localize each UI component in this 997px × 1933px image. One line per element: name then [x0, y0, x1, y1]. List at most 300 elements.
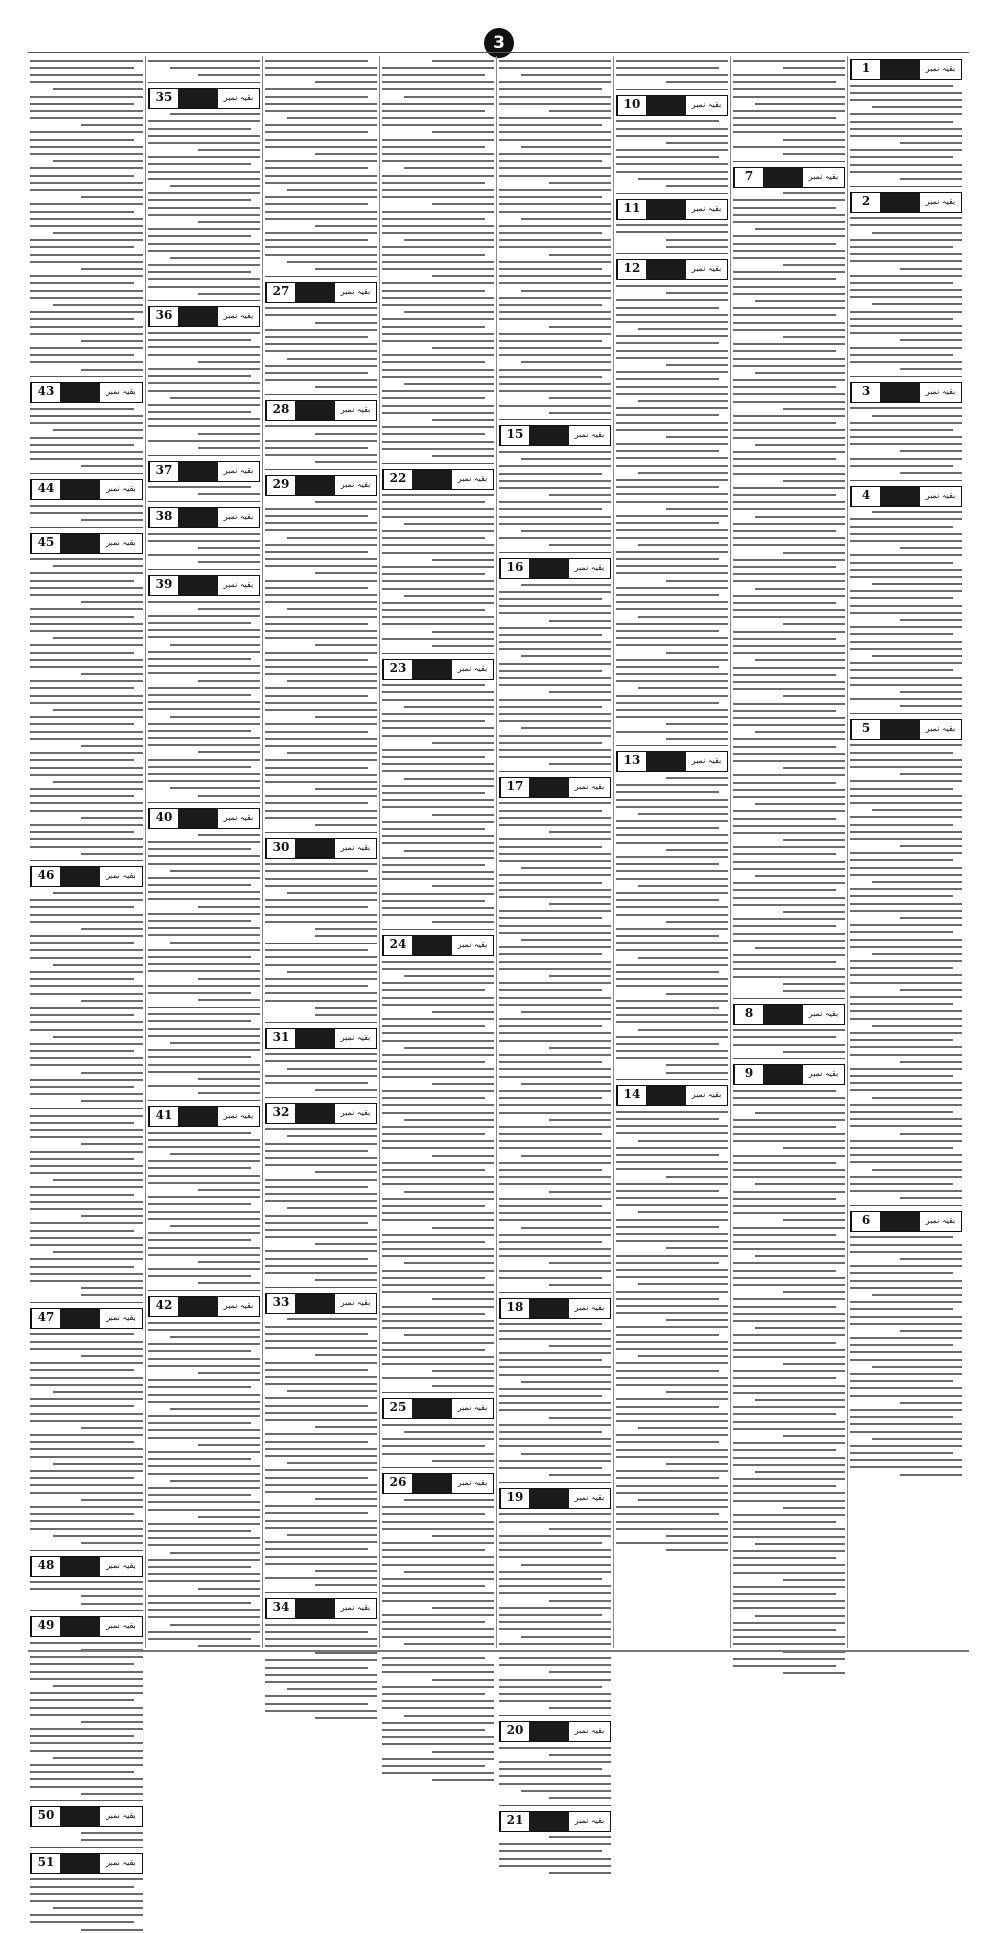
article-block	[30, 1804, 143, 1843]
text-line	[616, 949, 728, 951]
text-line	[850, 744, 962, 746]
text-line	[783, 480, 845, 482]
text-line	[432, 1155, 494, 1157]
article-text	[148, 598, 260, 799]
text-line	[148, 1071, 260, 1073]
text-line	[638, 328, 728, 330]
text-line	[170, 1480, 260, 1482]
block-separator	[616, 89, 728, 90]
text-line	[30, 702, 143, 704]
text-line	[733, 329, 845, 331]
text-line	[616, 666, 719, 668]
text-line	[499, 1578, 602, 1580]
article-text	[30, 1639, 143, 1797]
article-block	[616, 749, 728, 1076]
text-line	[616, 171, 728, 173]
text-line	[148, 375, 251, 377]
text-line	[499, 612, 611, 614]
text-line	[265, 709, 377, 711]
text-line	[382, 1112, 494, 1114]
text-line	[30, 139, 134, 141]
continuation-label: بقیہ نمبر	[335, 1599, 376, 1618]
text-line	[287, 1534, 377, 1536]
text-line	[53, 892, 143, 894]
text-line	[382, 749, 494, 751]
text-line	[382, 835, 494, 837]
text-line	[148, 601, 260, 603]
text-line	[850, 1373, 962, 1375]
text-line	[850, 590, 962, 592]
text-line	[733, 487, 845, 489]
article-text	[382, 57, 494, 460]
text-line	[382, 713, 494, 715]
text-line	[265, 870, 368, 872]
text-line	[198, 547, 260, 549]
text-line	[30, 680, 143, 682]
article-block	[148, 304, 260, 451]
text-line	[549, 903, 611, 905]
text-line	[30, 1151, 143, 1153]
text-line	[315, 1354, 377, 1356]
continuation-label: بقیہ نمبر	[218, 307, 259, 326]
text-line	[30, 311, 143, 313]
text-line	[170, 787, 260, 789]
text-line	[872, 415, 962, 417]
text-line	[666, 1535, 728, 1537]
text-line	[315, 824, 377, 826]
text-line	[148, 898, 260, 900]
text-line	[265, 1541, 377, 1543]
text-line	[265, 160, 377, 162]
text-line	[521, 361, 611, 363]
text-line	[382, 1765, 485, 1767]
text-line	[521, 458, 611, 460]
text-line	[616, 1398, 728, 1400]
text-line	[30, 211, 134, 213]
text-line	[287, 971, 377, 973]
badge-dark-bar	[178, 576, 218, 595]
text-line	[30, 1057, 143, 1059]
text-line	[315, 1584, 377, 1586]
text-line	[382, 1097, 485, 1099]
article-block	[265, 836, 377, 940]
text-line	[499, 1004, 611, 1006]
text-line	[733, 235, 845, 237]
article-text	[850, 215, 962, 373]
text-line	[265, 956, 377, 958]
text-line	[499, 1198, 611, 1200]
text-line	[148, 1175, 260, 1177]
text-line	[265, 67, 377, 69]
text-line	[265, 1469, 377, 1471]
text-line	[382, 1277, 485, 1279]
text-line	[733, 933, 845, 935]
text-line	[30, 1043, 143, 1045]
text-line	[733, 796, 845, 798]
article-text	[616, 774, 728, 1076]
text-line	[81, 1215, 143, 1217]
text-line	[287, 1068, 377, 1070]
text-line	[499, 1032, 611, 1034]
text-line	[850, 648, 962, 650]
text-line	[499, 1431, 602, 1433]
text-line	[616, 827, 719, 829]
text-line	[315, 1426, 377, 1428]
text-line	[148, 1239, 251, 1241]
text-line	[850, 347, 962, 349]
text-line	[148, 278, 260, 280]
text-line	[148, 992, 251, 994]
text-line	[81, 369, 143, 371]
text-line	[382, 1614, 494, 1616]
continuation-number: 6	[851, 1212, 880, 1231]
text-line	[616, 572, 728, 574]
text-line	[382, 412, 494, 414]
text-line	[872, 106, 962, 108]
text-line	[382, 878, 494, 880]
text-line	[265, 687, 377, 689]
text-line	[755, 947, 845, 949]
text-line	[148, 863, 260, 865]
text-line	[170, 1153, 260, 1155]
text-line	[616, 680, 728, 682]
continuation-label: بقیہ نمبر	[920, 1212, 961, 1231]
text-line	[616, 67, 719, 69]
text-line	[81, 1287, 143, 1289]
text-line	[616, 1305, 728, 1307]
continuation-badge	[265, 1028, 377, 1049]
badge-dark-bar	[646, 752, 686, 771]
text-line	[265, 124, 377, 126]
text-line	[382, 1578, 494, 1580]
text-line	[404, 523, 494, 525]
text-line	[30, 1079, 143, 1081]
badge-dark-bar	[880, 720, 920, 739]
text-line	[382, 1636, 494, 1638]
text-line	[900, 917, 962, 919]
text-line	[148, 1530, 251, 1532]
text-line	[81, 673, 143, 675]
badge-dark-bar	[763, 168, 803, 187]
article-text	[850, 82, 962, 183]
text-line	[382, 1104, 494, 1106]
text-line	[265, 985, 368, 987]
text-line	[783, 767, 845, 769]
text-line	[872, 232, 962, 234]
text-line	[404, 1262, 494, 1264]
text-line	[148, 730, 251, 732]
text-line	[850, 1459, 962, 1461]
text-line	[382, 1040, 494, 1042]
text-line	[733, 74, 845, 76]
text-line	[265, 964, 377, 966]
text-line	[850, 1323, 962, 1325]
text-line	[30, 774, 143, 776]
text-line	[287, 1390, 377, 1392]
text-line	[265, 1200, 377, 1202]
article-text	[265, 947, 377, 1019]
badge-dark-bar	[295, 1599, 335, 1618]
text-line	[382, 968, 494, 970]
continuation-label: بقیہ نمبر	[569, 778, 610, 797]
continuation-badge	[850, 59, 962, 80]
text-line	[499, 598, 602, 600]
text-line	[783, 192, 845, 194]
block-separator	[30, 1108, 143, 1109]
text-line	[616, 1441, 719, 1443]
text-line	[265, 1548, 368, 1550]
text-line	[666, 1549, 728, 1551]
badge-dark-bar	[295, 1104, 335, 1123]
text-line	[850, 1301, 962, 1303]
block-separator	[265, 394, 377, 395]
text-line	[53, 232, 143, 234]
text-line	[382, 623, 494, 625]
article-text	[148, 484, 260, 498]
text-line	[265, 1053, 377, 1055]
text-line	[783, 1219, 845, 1221]
text-line	[733, 1636, 845, 1638]
text-line	[382, 1700, 494, 1702]
article-text	[265, 305, 377, 391]
text-line	[30, 354, 134, 356]
text-line	[616, 1147, 728, 1149]
text-line	[733, 458, 836, 460]
article-text	[616, 57, 728, 86]
text-line	[549, 110, 611, 112]
text-line	[499, 1323, 602, 1325]
block-separator	[148, 82, 260, 83]
text-line	[733, 393, 845, 395]
text-line	[666, 239, 728, 241]
text-line	[616, 1014, 728, 1016]
text-line	[549, 1417, 611, 1419]
text-line	[382, 1693, 485, 1695]
continuation-badge	[616, 751, 728, 772]
continuation-badge	[265, 838, 377, 859]
continuation-badge	[265, 1598, 377, 1619]
text-line	[265, 1193, 377, 1195]
text-line	[733, 350, 836, 352]
text-line	[148, 390, 260, 392]
text-line	[265, 1383, 377, 1385]
text-line	[382, 1438, 494, 1440]
block-separator	[616, 745, 728, 746]
article-block	[148, 1104, 260, 1287]
text-line	[499, 196, 602, 198]
text-line	[265, 781, 377, 783]
text-line	[872, 1097, 962, 1099]
text-line	[616, 1118, 719, 1120]
continuation-label: بقیہ نمبر	[335, 476, 376, 495]
text-line	[850, 135, 962, 137]
text-line	[499, 889, 611, 891]
text-line	[850, 282, 953, 284]
text-line	[499, 1176, 611, 1178]
text-line	[733, 889, 836, 891]
text-line	[900, 368, 962, 370]
continuation-label: بقیہ نمبر	[218, 1107, 259, 1126]
text-line	[733, 343, 845, 345]
continuation-label: بقیہ نمبر	[686, 260, 727, 279]
text-line	[30, 1671, 143, 1673]
text-line	[638, 957, 728, 959]
text-line	[148, 1595, 260, 1597]
text-line	[30, 1470, 143, 1472]
text-line	[499, 1693, 611, 1695]
text-line	[81, 1072, 143, 1074]
text-line	[81, 817, 143, 819]
text-line	[382, 426, 494, 428]
text-line	[549, 1872, 611, 1874]
text-line	[265, 372, 368, 374]
text-line	[638, 1211, 728, 1213]
text-line	[30, 1663, 134, 1665]
text-line	[382, 1176, 494, 1178]
text-line	[382, 1445, 485, 1447]
text-line	[30, 587, 143, 589]
text-line	[900, 845, 962, 847]
text-line	[30, 899, 143, 901]
text-line	[30, 1064, 143, 1066]
text-line	[53, 1463, 143, 1465]
continuation-label: بقیہ نمبر	[100, 1807, 142, 1826]
text-line	[382, 1628, 494, 1630]
text-line	[733, 60, 845, 62]
text-line	[850, 85, 953, 87]
text-line	[616, 515, 728, 517]
continuation-badge	[850, 192, 962, 213]
continuation-number: 33	[266, 1294, 295, 1313]
text-line	[432, 1607, 494, 1609]
text-line	[733, 652, 845, 654]
text-line	[499, 1467, 602, 1469]
text-line	[382, 1270, 494, 1272]
text-line	[850, 1089, 962, 1091]
continuation-badge	[30, 533, 143, 554]
text-line	[499, 699, 611, 701]
text-line	[499, 1858, 611, 1860]
text-line	[499, 1438, 611, 1440]
text-line	[287, 117, 377, 119]
text-line	[265, 440, 377, 442]
text-line	[382, 1664, 494, 1666]
text-line	[198, 751, 260, 753]
text-line	[900, 339, 962, 341]
text-line	[382, 1313, 485, 1315]
text-line	[850, 788, 953, 790]
text-line	[432, 275, 494, 277]
text-line	[30, 1237, 143, 1239]
text-line	[638, 1427, 728, 1429]
text-line	[148, 440, 260, 442]
text-line	[170, 257, 260, 259]
text-line	[382, 756, 485, 758]
text-line	[616, 1204, 728, 1206]
text-line	[616, 899, 719, 901]
continuation-badge	[382, 469, 494, 490]
article-block	[733, 1002, 845, 1056]
text-line	[616, 709, 728, 711]
text-line	[382, 1542, 494, 1544]
text-line	[382, 282, 494, 284]
text-line	[432, 885, 494, 887]
text-line	[265, 1179, 377, 1181]
article-block	[30, 1614, 143, 1797]
text-line	[638, 544, 728, 546]
text-line	[198, 1588, 260, 1590]
text-line	[850, 838, 962, 840]
text-line	[265, 307, 377, 309]
text-line	[499, 1775, 611, 1777]
text-line	[30, 1348, 143, 1350]
text-line	[733, 674, 836, 676]
article-block	[148, 459, 260, 498]
text-line	[148, 1365, 260, 1367]
text-line	[148, 766, 251, 768]
text-line	[549, 975, 611, 977]
text-line	[148, 1211, 260, 1213]
text-line	[382, 1729, 485, 1731]
text-line	[315, 433, 377, 435]
text-line	[616, 1434, 728, 1436]
text-line	[616, 1057, 728, 1059]
page-number: 3	[484, 28, 514, 58]
block-separator	[850, 376, 962, 377]
text-line	[30, 558, 143, 560]
text-line	[850, 1046, 962, 1048]
text-line	[30, 695, 143, 697]
text-line	[499, 591, 611, 593]
text-line	[81, 601, 143, 603]
badge-dark-bar	[529, 1812, 569, 1831]
text-line	[850, 569, 962, 571]
text-line	[521, 584, 611, 586]
text-line	[198, 1189, 260, 1191]
text-line	[616, 799, 728, 801]
text-line	[432, 559, 494, 561]
block-separator	[265, 276, 377, 277]
text-line	[733, 1313, 845, 1315]
text-line	[850, 1265, 962, 1267]
badge-dark-bar	[295, 1029, 335, 1048]
text-line	[499, 720, 611, 722]
text-line	[616, 321, 728, 323]
text-line	[733, 1377, 836, 1379]
text-line	[382, 494, 494, 496]
text-line	[499, 982, 611, 984]
article-block	[850, 380, 962, 477]
article-block	[148, 806, 260, 1004]
text-line	[170, 1225, 260, 1227]
article-text	[148, 1011, 260, 1097]
text-line	[616, 1233, 728, 1235]
text-line	[733, 1370, 845, 1372]
continuation-label: بقیہ نمبر	[686, 200, 727, 219]
text-line	[148, 1020, 251, 1022]
text-line	[666, 580, 728, 582]
text-line	[521, 1453, 611, 1455]
article-block	[616, 1083, 728, 1554]
text-line	[148, 1544, 260, 1546]
text-line	[733, 1356, 845, 1358]
text-line	[265, 365, 377, 367]
text-line	[148, 615, 260, 617]
text-line	[265, 551, 368, 553]
text-line	[872, 881, 962, 883]
text-line	[30, 752, 143, 754]
text-line	[81, 1143, 143, 1145]
